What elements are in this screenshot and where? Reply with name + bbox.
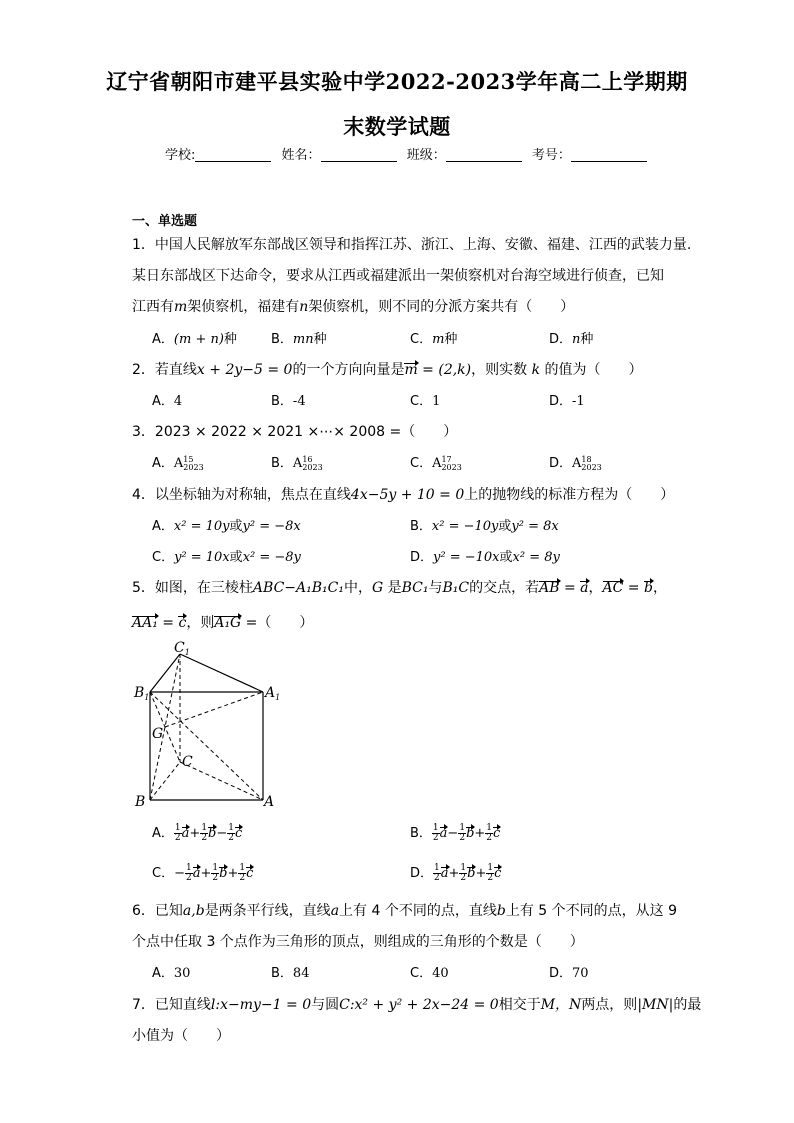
option-label: C． — [152, 866, 175, 881]
class-label: 班级： — [406, 148, 446, 163]
sign: + — [189, 826, 201, 841]
name-blank — [321, 147, 397, 162]
q6-line1: 6．已知a,b是两条平行线，直线a上有 4 个不同的点，直线b上有 5 个不同的点，从这 9 — [132, 903, 677, 919]
vector-b: b — [219, 866, 228, 881]
class-field — [407, 144, 522, 163]
q4-line-equation: 4x−5y + 10 = 0 — [350, 487, 465, 503]
sign: + — [227, 866, 239, 881]
sign: − — [216, 826, 228, 841]
label-b: B — [135, 794, 146, 810]
sign: − — [174, 866, 185, 881]
edge-b1-c1 — [150, 654, 180, 692]
option-label: B． — [410, 826, 432, 841]
fraction-one-half: $\frac{1}{2}$ — [434, 863, 440, 883]
vector-ab: AB — [539, 580, 560, 596]
fraction-one-half: $\frac{1}{2}$ — [228, 823, 235, 843]
label-c1: $C_1$ — [174, 640, 190, 657]
exam-title-line1: 辽宁省朝阳市建平县实验中学2022-2023学年高二上学期期 — [106, 69, 688, 94]
school-field — [165, 144, 271, 163]
q7-line1: 7．已知直线l:x−my−1 = 0与圆C:x² + y² + 2x−24 = 0相交于M，N两点，则|MN|的最 — [132, 997, 702, 1013]
vector-b: b — [467, 866, 476, 881]
q1-var-m: m — [174, 299, 188, 315]
option-label: A． — [152, 826, 174, 841]
q5-line1: 5．如图，在三棱柱ABC−A₁B₁C₁中，G 是BC₁与B₁C的交点，若AB = a，AC = b， — [132, 580, 667, 596]
fraction-one-half: $\frac{1}{2}$ — [459, 823, 466, 843]
q7-line2: 小值为（ ） — [132, 1028, 230, 1044]
q1-option-c: C．m种 — [410, 332, 458, 347]
name-label: 姓名： — [281, 148, 321, 163]
exam-title-line2: 末数学试题 — [343, 114, 451, 139]
vector-c: c — [246, 866, 254, 881]
q6-option-a: A．30 — [152, 966, 191, 981]
sign: + — [474, 826, 486, 841]
fraction-one-half: $\frac{1}{2}$ — [174, 823, 181, 843]
edge-c1-a1 — [180, 654, 263, 692]
q2-option-d: D．-1 — [549, 394, 585, 409]
school-label: 学校: — [165, 148, 196, 163]
q5-option-d — [410, 862, 501, 883]
q3-stem: 3．2023 × 2022 × 2021 ×⋯× 2008 =（ ） — [132, 424, 458, 440]
q6-option-c: C．40 — [410, 966, 449, 981]
sign: + — [200, 866, 212, 881]
q3-option-d: D．A 18 2023 — [549, 454, 602, 472]
q2-line-equation: x + 2y−5 = 0 — [196, 362, 293, 378]
diagonal-b1-a — [150, 692, 263, 800]
vector-c: c — [494, 866, 502, 881]
q1-text: 江西有 — [132, 299, 174, 315]
q1-option-a: A．(m + n)种 — [152, 332, 237, 347]
q5-option-a — [152, 822, 242, 843]
q6-option-b: B．84 — [271, 966, 310, 981]
vector-a1g: A₁G — [214, 615, 242, 631]
fraction-one-half: $\frac{1}{2}$ — [212, 863, 219, 883]
label-a: A — [264, 794, 275, 810]
q1-text: 架侦察机，福建有 — [187, 299, 300, 315]
triangular-prism-figure — [130, 640, 290, 812]
student-info-row — [165, 144, 653, 163]
vector-c: c — [235, 826, 243, 841]
q5-line2: AA₁ = c，则A₁G =（ ） — [132, 615, 314, 631]
q5-option-c — [152, 862, 253, 883]
exam-number-label: 考号： — [531, 148, 571, 163]
q3-option-c: C．A 17 2023 — [410, 454, 462, 472]
label-g: G — [152, 726, 164, 742]
q6-line2: 个点中任取 3 个点作为三角形的顶点，则组成的三角形的个数是（ ） — [132, 934, 584, 950]
q4-option-a: A．x² = 10y或y² = −8x — [152, 519, 301, 534]
fraction-one-half: $\frac{1}{2}$ — [239, 863, 246, 883]
label-b1: $B_1$ — [134, 685, 150, 702]
q1-line3 — [132, 296, 574, 316]
school-blank — [195, 147, 271, 162]
q4-option-d: D．y² = −10x或x² = 8y — [410, 550, 560, 565]
q2-option-b: B．-4 — [271, 394, 306, 409]
q4-option-b: B．x² = −10y或y² = 8x — [410, 519, 559, 534]
q1-text: 架侦察机，则不同的分派方案共有（ ） — [308, 299, 575, 315]
fraction-one-half: $\frac{1}{2}$ — [487, 863, 494, 883]
sign: + — [475, 866, 487, 881]
vector-ac: AC — [602, 580, 624, 596]
vector-c: c — [493, 826, 501, 841]
q2-vector-m: m — [404, 362, 418, 378]
q2-stem: 2．若直线x + 2y−5 = 0的一个方向向量是m = (2,k)，则实数 k 的值为（ ） — [132, 362, 643, 378]
vector-a: a — [439, 826, 448, 841]
label-a1: $A_1$ — [265, 685, 281, 702]
vector-a: a — [181, 826, 190, 841]
vector-b: b — [466, 826, 475, 841]
vector-b: b — [208, 826, 217, 841]
q4-option-c: C．y² = 10x或x² = −8y — [152, 550, 301, 565]
label-c: C — [182, 754, 193, 770]
sign: + — [448, 866, 460, 881]
fraction-one-half: $\frac{1}{2}$ — [201, 823, 208, 843]
exam-number-field — [532, 144, 647, 163]
fraction-one-half: $\frac{1}{2}$ — [486, 823, 493, 843]
section-title: 一、单选题 — [132, 214, 198, 229]
q1-option-d: D．n种 — [549, 332, 594, 347]
q3-option-b: B．A 16 2023 — [271, 454, 323, 472]
q1-var-n: n — [299, 299, 309, 315]
q1-line2: 某日东部战区下达命令，要求从江西或福建派出一架侦察机对台海空域进行侦查，已知 — [132, 268, 664, 284]
fraction-one-half: $\frac{1}{2}$ — [185, 863, 192, 883]
q1-line1: 1．中国人民解放军东部战区领导和指挥江苏、浙江、上海、安徽、福建、江西的武装力量. — [132, 237, 692, 253]
sign: − — [447, 826, 459, 841]
q3-option-a: A．A 15 2023 — [152, 454, 204, 472]
vector-a: a — [440, 866, 449, 881]
edge-b-c-hidden — [150, 762, 180, 800]
vector-aa1: AA₁ — [132, 615, 158, 631]
q2-option-c: C．1 — [410, 394, 441, 409]
name-field — [282, 144, 397, 163]
q4-stem: 4．以坐标轴为对称轴，焦点在直线4x−5y + 10 = 0上的抛物线的标准方程为（ ） — [132, 487, 675, 503]
option-label: D． — [410, 866, 434, 881]
fraction-one-half: $\frac{1}{2}$ — [460, 863, 467, 883]
q1-option-b: B．mn种 — [271, 332, 327, 347]
vector-a: a — [192, 866, 201, 881]
q5-option-b — [410, 822, 500, 843]
q2-option-a: A．4 — [152, 394, 183, 409]
fraction-one-half: $\frac{1}{2}$ — [432, 823, 439, 843]
exam-number-blank — [571, 147, 647, 162]
q6-option-d: D．70 — [549, 966, 589, 981]
class-blank — [446, 147, 522, 162]
